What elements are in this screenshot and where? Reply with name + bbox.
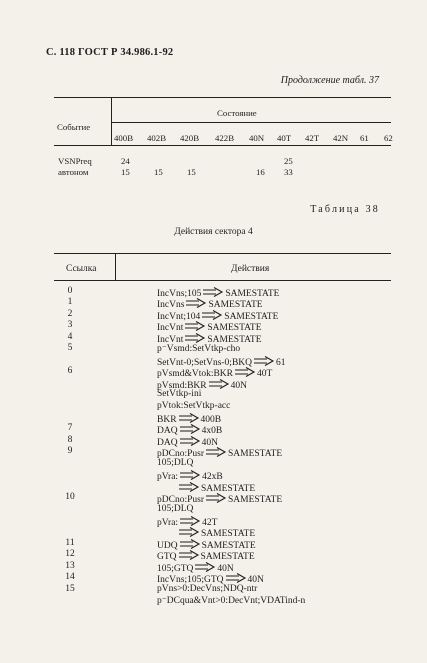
reference-number: 2 — [67, 308, 73, 319]
ref-column-header: Ссылка — [66, 264, 97, 274]
page-header: С. 118 ГОСТ Р 34.986.1-92 — [46, 47, 174, 58]
action-result: SAMESTATE — [208, 300, 263, 311]
action-text: pDCno:Pusr — [157, 495, 204, 506]
action-result: SAMESTATE — [225, 289, 280, 299]
reference-number: 3 — [67, 320, 73, 331]
action-text: SetVnt-0;SetVns-0;BKQ — [157, 357, 252, 368]
reference-number: 11 — [65, 537, 75, 548]
implies-arrow-icon — [208, 378, 230, 390]
implies-arrow-icon — [179, 423, 201, 435]
actions-column-header: Действия — [231, 264, 270, 274]
action-line — [157, 595, 305, 606]
reference-number: 9 — [67, 446, 73, 457]
table-38-column-divider — [115, 253, 116, 280]
state-header: 40T — [277, 133, 292, 143]
action-line — [157, 584, 257, 594]
action-text: 105;GTQ — [157, 563, 194, 574]
state-header: 420B — [180, 133, 200, 143]
state-header: 422B — [215, 133, 235, 143]
action-result: 40N — [201, 437, 218, 448]
state-value: 16 — [256, 167, 265, 177]
event-column-header: Событие — [57, 122, 91, 132]
action-line — [157, 504, 193, 514]
reference-number: 0 — [67, 286, 73, 296]
action-result: SAMESTATE — [207, 323, 262, 334]
implies-arrow-icon — [178, 412, 200, 424]
column-divider — [111, 97, 112, 145]
reference-number: 4 — [67, 331, 73, 342]
reference-number: 14 — [65, 572, 75, 583]
event-label: автоном — [58, 167, 89, 177]
action-result: SAMESTATE — [207, 334, 262, 345]
action-text: pVsmd:BKR — [157, 380, 207, 391]
action-text: pVsmd&Vtok:BKR — [157, 369, 234, 380]
implies-arrow-icon — [253, 355, 275, 367]
state-value: 15 — [187, 167, 196, 177]
action-text: pVra: — [157, 472, 179, 483]
event-label: VSNPreq — [58, 156, 92, 166]
state-column-header: Состояние — [217, 108, 257, 118]
reference-number: 15 — [65, 583, 75, 594]
action-line — [157, 343, 240, 354]
table-38-number: Таблица 38 — [310, 204, 380, 215]
reference-number: 6 — [67, 366, 73, 377]
action-result: 42xB — [202, 472, 223, 483]
implies-arrow-icon — [184, 320, 206, 332]
action-result: SAMESTATE — [201, 483, 256, 494]
reference-number: 5 — [67, 343, 73, 354]
action-text: BKR — [157, 414, 177, 425]
implies-arrow-icon — [205, 446, 227, 458]
action-text: p⁻Vsmd:SetVtkp-cho — [157, 344, 241, 355]
table-38-header-rule — [54, 280, 391, 281]
action-result: SAMESTATE — [227, 449, 283, 460]
implies-arrow-icon — [178, 526, 200, 538]
header-bottom-rule — [54, 145, 391, 146]
action-text: IncVns;105;GTQ — [157, 575, 224, 586]
state-header: 402B — [147, 133, 167, 143]
table-top-rule — [54, 97, 391, 98]
continuation-label: Продолжение табл. 37 — [280, 75, 379, 86]
implies-arrow-icon — [179, 515, 201, 527]
action-text: 105;DLQ — [157, 457, 194, 468]
action-result: SAMESTATE — [201, 529, 256, 540]
implies-arrow-icon — [184, 332, 206, 344]
action-result: 40N — [230, 380, 247, 391]
implies-arrow-icon — [234, 366, 256, 378]
state-value: 25 — [284, 156, 293, 166]
implies-arrow-icon — [178, 481, 200, 493]
action-text: IncVnt — [157, 334, 184, 345]
action-result: 4x0B — [201, 426, 223, 437]
action-line — [157, 458, 193, 468]
reference-number: 13 — [65, 560, 75, 571]
implies-arrow-icon — [185, 297, 207, 309]
state-header: 400B — [114, 133, 134, 143]
implies-arrow-icon — [201, 309, 223, 321]
action-text: IncVnt — [157, 323, 184, 334]
action-text: pVns>0:DecVns;NDQ-ntr — [157, 583, 258, 594]
implies-arrow-icon — [179, 538, 201, 550]
action-result: SAMESTATE — [201, 540, 256, 551]
action-text: IncVns — [157, 300, 185, 311]
action-text: GTQ — [157, 552, 177, 563]
action-result: 42T — [202, 518, 218, 528]
action-text: UDQ — [157, 540, 178, 551]
state-header: 61 — [360, 133, 369, 143]
state-value: 15 — [154, 167, 163, 177]
action-result: 40N — [247, 575, 264, 586]
reference-number: 1 — [67, 297, 73, 308]
action-result: 400B — [200, 414, 222, 425]
action-line — [157, 401, 230, 411]
reference-number: 7 — [67, 423, 73, 434]
action-text: IncVnt;104 — [157, 311, 201, 322]
reference-number: 12 — [65, 549, 75, 560]
state-value: 15 — [121, 167, 130, 177]
action-result: SAMESTATE — [200, 552, 255, 563]
action-result: 61 — [276, 357, 286, 368]
action-text: pVtok:SetVtkp-acc — [157, 400, 231, 411]
state-header: 62 — [384, 133, 393, 143]
action-text: p⁻DCqua&Vnt>0:DecVnt;VDATind-n — [157, 596, 306, 607]
action-text: DAQ — [157, 426, 178, 437]
implies-arrow-icon — [178, 549, 200, 561]
state-header: 42T — [305, 133, 320, 143]
action-line — [157, 389, 201, 399]
implies-arrow-icon — [179, 435, 201, 447]
action-result: SAMESTATE — [224, 311, 279, 322]
implies-arrow-icon — [194, 561, 216, 573]
state-header-rule — [111, 122, 391, 123]
action-text: SetVtkp-ini — [157, 389, 202, 400]
action-text: pVra: — [157, 518, 179, 528]
state-value: 33 — [284, 167, 293, 177]
action-result: SAMESTATE — [227, 495, 283, 506]
state-header: 42N — [333, 133, 349, 143]
action-text: 105;DLQ — [157, 503, 194, 514]
action-result: 40T — [257, 369, 273, 380]
action-result: 40N — [217, 563, 234, 574]
reference-number: 10 — [65, 492, 75, 503]
implies-arrow-icon — [202, 286, 224, 298]
action-text: IncVns;105 — [157, 289, 202, 299]
implies-arrow-icon — [179, 469, 201, 481]
action-text: pDCno:Pusr — [157, 449, 204, 460]
reference-number: 8 — [67, 434, 73, 445]
implies-arrow-icon — [225, 572, 247, 584]
action-text: DAQ — [157, 437, 178, 448]
table-38-top-rule — [54, 253, 391, 254]
state-value: 24 — [121, 156, 130, 166]
table-38-title: Действия сектора 4 — [174, 227, 253, 237]
state-header: 40N — [249, 133, 265, 143]
implies-arrow-icon — [205, 492, 227, 504]
